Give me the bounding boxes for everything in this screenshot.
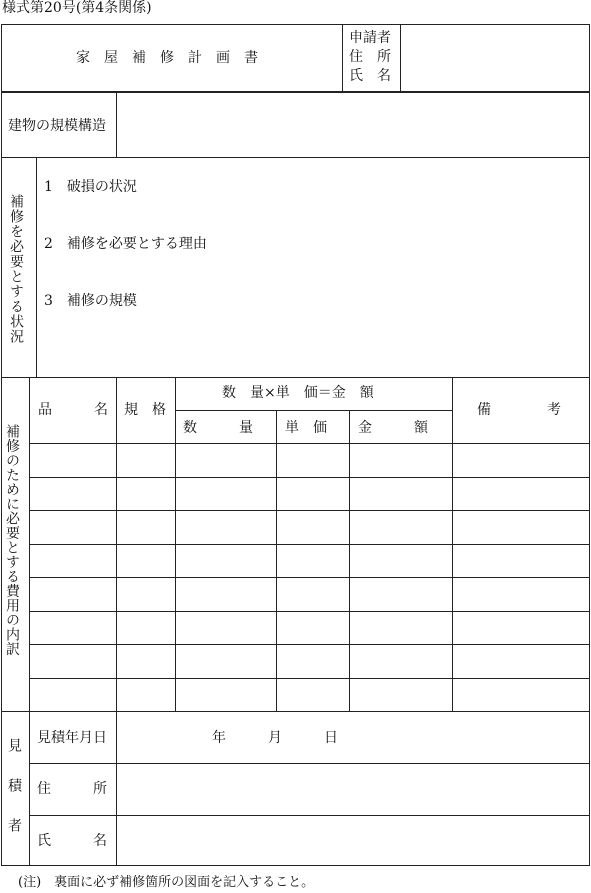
header-amount: 金 額 (358, 420, 428, 436)
header-group: 数 量×単 価＝金 額 (222, 385, 374, 401)
applicant-address-label: 住 所 (349, 49, 391, 65)
header-item-name: 品 名 (38, 402, 108, 418)
cost-table-body[interactable] (30, 444, 589, 711)
applicant-name-label: 氏 名 (349, 68, 391, 84)
estimate-date-label: 見積年月日 (37, 730, 107, 746)
estimator-side-label: 見積者 (6, 738, 22, 858)
page-title: 家 屋 補 修 計 画 書 (76, 50, 258, 66)
header-remarks: 備 考 (477, 402, 561, 418)
estimator-address-label: 住 所 (37, 781, 107, 797)
header-unit-price: 単 価 (285, 420, 327, 436)
group-header-divider (175, 410, 452, 411)
building-label: 建物の規模構造 (8, 118, 106, 134)
estimator-name-field[interactable] (117, 816, 589, 865)
building-field[interactable] (117, 93, 589, 157)
situation-item-scale: 3 補修の規模 (44, 293, 137, 309)
estimator-address-field[interactable] (117, 764, 589, 814)
header-quantity: 数 量 (183, 420, 253, 436)
situation-item-damage: 1 破損の状況 (44, 179, 137, 195)
estimator-side-divider (29, 711, 30, 866)
situation-side-label: 補修を必要とする状況 (8, 194, 24, 344)
cost-side-label: 補修のために必要とする費用の内訳 (4, 424, 20, 656)
header-spec: 規 格 (124, 402, 166, 418)
footnote: (注) 裏面に必ず補修箇所の図面を記入すること。 (18, 875, 315, 890)
estimate-date-value[interactable]: 年 月 日 (212, 730, 338, 746)
form-number: 様式第20号(第4条関係) (2, 0, 152, 16)
situation-field[interactable] (37, 158, 589, 377)
situation-item-reason: 2 補修を必要とする理由 (44, 236, 207, 252)
applicant-field[interactable] (400, 24, 590, 92)
applicant-label: 申請者 (349, 30, 391, 46)
estimator-name-label: 氏 名 (37, 833, 107, 849)
